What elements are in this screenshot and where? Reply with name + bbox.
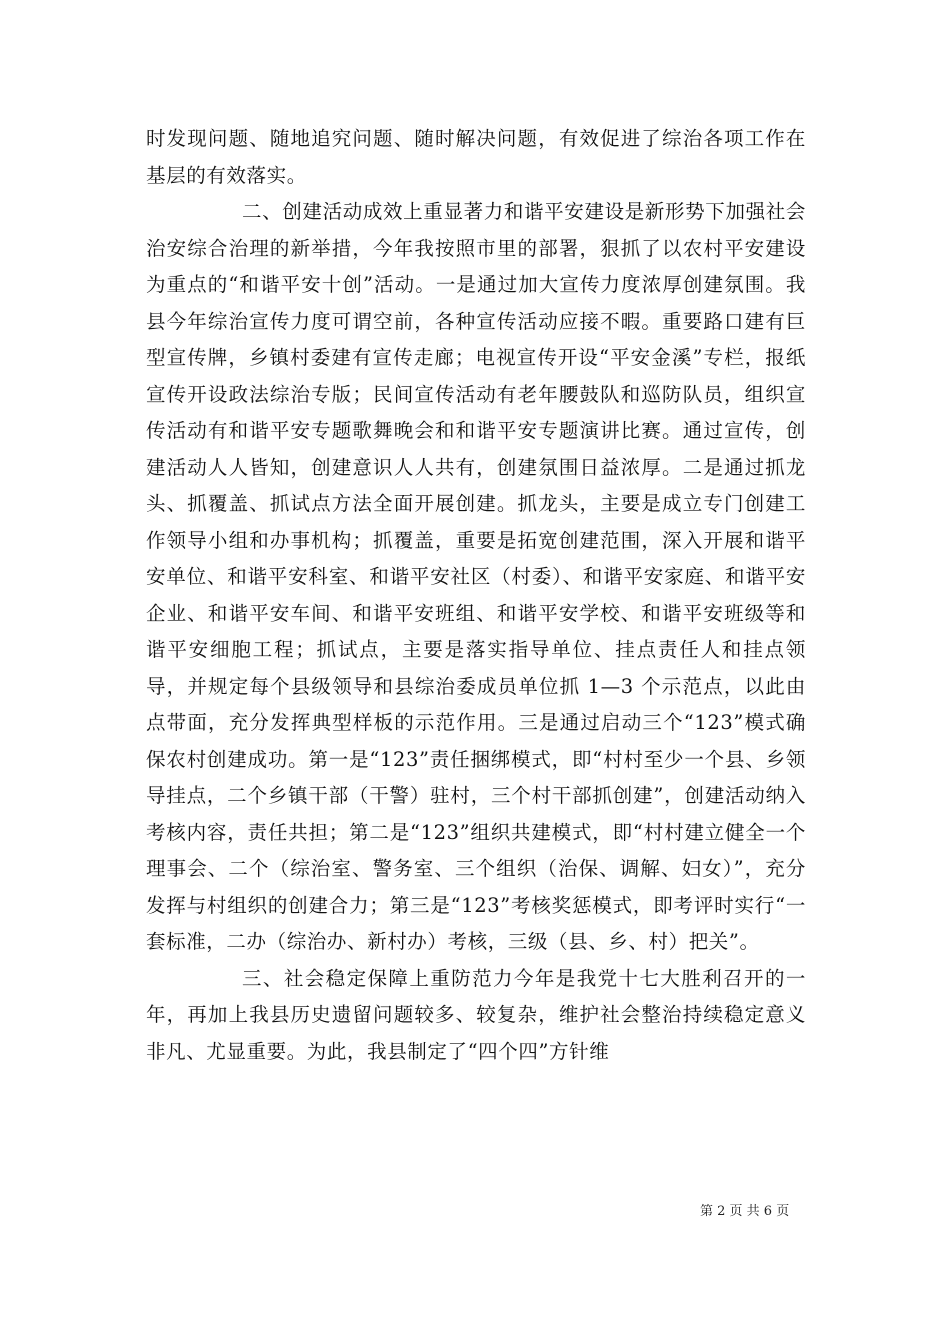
body-text (146, 121, 806, 1070)
paragraph-section-three: 三、社会稳定保障上重防范力今年是我党十七大胜利召开的一年，再加上我县历史遗留问题较多、较复杂，维护社会整治持续稳定意义非凡、尤显重要。为此，我县制定了“四个四”方针维 (146, 966, 806, 1063)
paragraph-section-two: 二、创建活动成效上重显著力和谐平安建设是新形势下加强社会治安综合治理的新举措，今年我按照市里的部署，狠抓了以农村平安建设为重点的“和谐平安十创”活动。一是通过加大宣传力度浓厚创建氛围。我县今年综治宣传力度可谓空前，各种宣传活动应接不暇。重要路口建有巨型宣传牌，乡镇村委建有宣传走廊；电视宣传开设“平安金溪”专栏，报纸宣传开设政法综治专版；民间宣传活动有老年腰鼓队和巡防队员，组织宣传活动有和谐平安专题歌舞晚会和和谐平安专题演讲比赛。通过宣传，创建活动人人皆知，创建意识人人共有，创建氛围日益浓厚。二是通过抓龙头、抓覆盖、抓试点方法全面开展创建。抓龙头，主要是成立专门创建工作领导小组和办事机构；抓覆盖，重要是拓宽创建范围，深入开展和谐平安单位、和谐平安科室、和谐平安社区（村委）、和谐平安家庭、和谐平安企业、和谐平安车间、和谐平安班组、和谐平安学校、和谐平安班级等和谐平安细胞工程；抓试点，主要是落实指导单位、挂点责任人和挂点领导，并规定每个县级领导和县综治委成员单位抓 1—3 个示范点，以此由点带面，充分发挥典型样板的示范作用。三是通过启动三个“123”模式确保农村创建成功。第一是“123”责任捆绑模式，即“村村至少一个县、乡领导挂点，二个乡镇干部（干警）驻村，三个村干部抓创建”，创建活动纳入考核内容，责任共担；第二是“123”组织共建模式，即“村村建立健全一个理事会、二个（综治室、警务室、三个组织（治保、调解、妇女）”，充分发挥与村组织的创建合力；第三是“123”考核奖惩模式，即考评时实行“一套标准，二办（综治办、新村办）考核，三级（县、乡、村）把关”。 (146, 200, 806, 953)
page-number-footer: 第 2 页 共 6 页 (700, 1204, 790, 1219)
paragraph-continuation: 时发现问题、随地追究问题、随时解决问题，有效促进了综治各项工作在基层的有效落实。 (146, 127, 806, 187)
